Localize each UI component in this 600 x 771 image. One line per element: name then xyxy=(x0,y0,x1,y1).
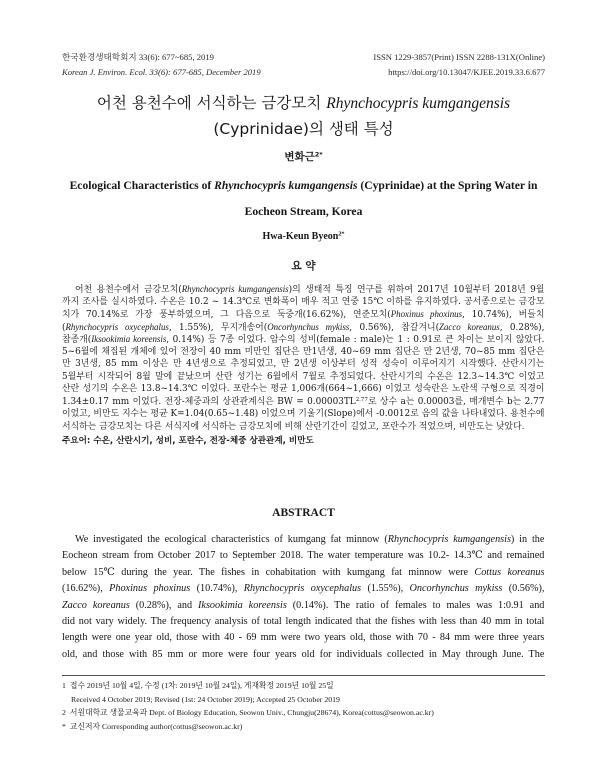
line-text xyxy=(62,614,544,630)
korean-abstract-line xyxy=(62,383,545,396)
italic-text: Iksookimia koreensis xyxy=(198,599,287,611)
text-run: (16.62%), xyxy=(62,583,110,595)
keywords-line xyxy=(62,435,545,448)
text-run: (0.56%), xyxy=(502,583,545,595)
text-run: did not vary widely. The frequency analysis of total length indicated that the fishes with less than 40 mm in total xyxy=(62,615,545,627)
text-run: 치가 70.14%로 가장 풍부하였으며, 그 다음으로 둑중개(16.62%), 연준모치( xyxy=(62,310,391,320)
line-text xyxy=(245,199,363,225)
english-abstract-line xyxy=(62,630,545,646)
line-text xyxy=(62,333,544,346)
text-run: 5월부터 시작되어 8월 말에 끝났으며 산란 성기는 6월에서 7월로 추정되었다. 산란시기의 수온은 12.3~14.3℃ 이었고 xyxy=(62,371,545,382)
line-text xyxy=(97,90,510,116)
footnote-dates-english xyxy=(71,693,545,707)
italic-text: Rhynchocypris kumgangensis xyxy=(387,534,511,545)
english-abstract-line xyxy=(62,614,545,630)
korean-title-line xyxy=(62,90,545,116)
text-run: Eocheon stream from October 2017 to September 2018. The water temperature was 10.2- 14.3℃ and remained xyxy=(62,550,545,562)
text-run: 5~6월에 채집된 개체에 있어 전장이 40 mm 미만인 집단은 만1년생, 40~69 mm 집단은 만 2년생, 70~85 mm 집단은 xyxy=(62,346,545,357)
author-english xyxy=(62,230,545,244)
issn: ISSN 1229-3857(Print) ISSN 2288-131X(Online) xyxy=(373,52,545,62)
line-text xyxy=(213,116,393,142)
footnote-mark: * xyxy=(62,721,66,731)
italic-text: Zacco koreanus xyxy=(62,599,130,611)
line-text xyxy=(62,720,242,734)
italic-text: Rhynchocypris kumgangensis xyxy=(326,95,511,112)
footnote-text: 서원대학교 생물교육과 Dept. of Biology Education, Seowon Univ., Chungju(28674), Korea(cottus@seowon.ac.kr) xyxy=(69,708,434,717)
italic-text: Rhynchocypris oxycephalus xyxy=(65,321,169,332)
line-text xyxy=(62,565,544,581)
text-run: (Cyprinidae)의 생태 특성 xyxy=(213,120,394,138)
text-run: 어천 용천수에서 금강모치( xyxy=(75,285,182,295)
text-run: We investigated the ecological characteristics of kumgang fat minnow ( xyxy=(75,534,388,545)
italic-text: Iksookimia koreensis xyxy=(91,334,167,344)
author-name xyxy=(284,149,322,165)
text-run: 1.34±0.17 mm 이었다. 전장-체중과의 상관관계식은 BW = 0.00003TL xyxy=(62,396,356,407)
line-text xyxy=(62,421,524,434)
line-text xyxy=(62,647,544,663)
english-title-line xyxy=(62,173,545,199)
line-text xyxy=(62,581,544,597)
text-run: ) in the xyxy=(510,534,545,545)
keywords xyxy=(62,435,545,448)
english-abstract-line xyxy=(75,532,545,548)
text-run: 참종개( xyxy=(62,335,92,345)
doi-link[interactable]: https://doi.org/10.13047/KJEE.2019.33.6.677 xyxy=(388,67,545,77)
english-abstract-heading xyxy=(62,506,545,520)
author-name xyxy=(262,230,344,244)
text-run: 서식하는 금강모치는 다른 서식지에 서식하는 금강모치에 비해 산란기간이 길었고, 포란수가 적었으며, 비만도는 낮았다. xyxy=(62,421,525,432)
heading-text: 요 약 xyxy=(291,260,316,272)
korean-title xyxy=(62,90,545,142)
korean-abstract-line xyxy=(75,283,545,296)
text-run: , 0.56%), 참갈겨니( xyxy=(349,322,440,333)
text-run: (0.14%). The ratio of females to males was 1:0.91 and xyxy=(286,599,545,611)
line-text xyxy=(62,371,544,384)
footnote-dates-korean xyxy=(62,679,545,693)
korean-abstract-line xyxy=(62,421,545,434)
heading-text: ABSTRACT xyxy=(272,507,335,519)
text-run: (0.28%), and xyxy=(129,599,199,611)
text-run: (1.55%), xyxy=(361,583,410,595)
korean-abstract-heading xyxy=(62,259,545,273)
text-run: , 0.14%) 등 7종 이었다. 암수의 성비(female : male)는 1 : 0.91로 큰 차이는 보이지 않았다. xyxy=(166,335,545,345)
text-run: 만 3년생, 85 mm 이상은 만 4년생으로 추정되었고, 만 2년생 이상부터 성적 성숙이 이루어지기 시작했다. 산란시기는 xyxy=(62,359,545,369)
footnote-affiliation xyxy=(62,706,545,720)
text-run: , 0.28%), xyxy=(499,322,545,333)
author-line xyxy=(62,230,545,244)
english-abstract-line xyxy=(62,598,545,614)
korean-abstract-line xyxy=(62,296,545,309)
line-text xyxy=(62,383,544,396)
section-heading xyxy=(62,506,545,520)
line-text xyxy=(62,396,544,409)
english-title-line xyxy=(62,199,545,225)
line-text xyxy=(62,408,544,421)
english-title xyxy=(62,173,545,225)
line-text xyxy=(71,693,340,707)
footnotes xyxy=(62,679,545,733)
line-text xyxy=(70,173,538,199)
line-text xyxy=(62,296,544,309)
korean-abstract-line xyxy=(62,396,545,409)
italic-text: Rhynchocypris oxycephalus xyxy=(243,583,362,595)
text-run: Eocheon Stream, Korea xyxy=(244,205,363,218)
issn-doi-header xyxy=(62,50,545,80)
text-run: old, and those with 85 mm or more were four years old for individuals collected in May through June. The xyxy=(62,648,545,660)
author-line xyxy=(62,149,545,165)
english-abstract-line xyxy=(62,581,545,597)
english-abstract-line xyxy=(62,565,545,581)
korean-abstract-line xyxy=(62,321,545,334)
superscript: 2.77 xyxy=(355,396,368,403)
footnote-text: 접수 2019년 10월 4일, 수정 (1차: 2019년 10월 24일), 게재확정 2019년 10월 25일 xyxy=(69,681,334,690)
journal-citation-korean: 한국환경생태학회지 33(6): 677~685, 2019 xyxy=(62,52,214,62)
text-run: , 1.55%), 무지개송어( xyxy=(168,322,268,333)
text-run: )의 생태적 특징 연구를 위하여 2017년 10월부터 2018년 9월 xyxy=(288,285,545,295)
text-run: Ecological Characteristics of xyxy=(69,179,215,192)
korean-abstract-line xyxy=(62,371,545,384)
korean-abstract-line xyxy=(62,408,545,421)
english-abstract-body xyxy=(62,532,545,663)
line-text xyxy=(62,548,544,564)
line-text xyxy=(62,308,544,321)
text-run: Hwa-Keun Byeon xyxy=(262,231,339,242)
english-abstract-line xyxy=(62,647,545,663)
korean-abstract-line xyxy=(62,308,545,321)
footnote-mark: 2 xyxy=(62,708,66,717)
footnote-mark: 1 xyxy=(62,681,66,690)
line-text xyxy=(62,630,544,646)
line-text xyxy=(62,679,334,693)
superscript: 2* xyxy=(338,230,345,238)
text-run: 변화근 xyxy=(284,151,315,163)
footnote-divider xyxy=(62,675,545,676)
line-text xyxy=(62,346,544,359)
italic-text: Rhynchocypris kumgangensis xyxy=(181,284,289,294)
line-text xyxy=(62,598,544,614)
italic-text: Cottus koreanus xyxy=(474,566,545,578)
superscript: 2* xyxy=(314,150,323,159)
keywords-text: 주요어: 수온, 산란시기, 성비, 포란수, 전장-체중 상관관계, 비만도 xyxy=(62,435,314,446)
text-run: length were one year old, those with 40 - 69 mm were two years old, those with 70 - 84 mm were three years xyxy=(62,632,545,644)
english-abstract-line xyxy=(62,548,545,564)
italic-text: Oncorhynchus mykiss xyxy=(267,321,350,332)
italic-text: Phoxinus phoxinus xyxy=(390,309,463,319)
section-heading xyxy=(62,259,545,273)
text-run: ( xyxy=(62,322,66,333)
journal-citation-english: Korean J. Environ. Ecol. 33(6): 677-685, December 2019 xyxy=(62,67,261,77)
text-run: 어천 용천수에 서식하는 금강모치 xyxy=(96,94,327,112)
text-run: 이었고, 비만도 지수는 평균 K=1.04(0.65~1.48) 이었으며 기울기(Slope)에서 -0.0012로 음의 값을 나타내었다. 용천수에 xyxy=(62,409,545,419)
author-korean xyxy=(62,149,545,165)
line-text xyxy=(75,532,544,548)
footnote-corresponding-author xyxy=(62,720,545,734)
footnote-text: Received 4 October 2019; Revised (1st: 24 October 2019); Accepted 25 October 2019 xyxy=(71,694,340,704)
text-run: , 10.74%), 버들치 xyxy=(462,310,545,320)
korean-title-line xyxy=(62,116,545,142)
korean-abstract-body xyxy=(62,283,545,433)
korean-abstract-line xyxy=(62,358,545,371)
korean-abstract-line xyxy=(62,333,545,346)
text-run: 산란 성기의 수온은 13.8~14.3℃ 이었다. 포란수는 평균 1,006개(664~1,666) 이었고 성숙란은 노란색 구형으로 직경이 xyxy=(62,384,545,394)
text-run: (Cyprinidae) at the Spring Water in xyxy=(357,179,538,192)
text-run: 로 상수 a는 0.00003를, 매개변수 b는 2.77 xyxy=(367,396,545,407)
italic-text: Oncorhynchus mykiss xyxy=(409,583,503,595)
text-run: 까지 조사를 실시하였다. 수온은 10.2 ~ 14.3℃로 변화폭이 매우 적고 연중 15℃ 이하를 유지하였다. 공서종으로는 금강모 xyxy=(62,296,545,307)
italic-text: Zacco koreanus xyxy=(439,321,500,332)
line-text xyxy=(62,706,434,720)
korean-abstract-line xyxy=(62,346,545,359)
footnote-text: 교신저자 Corresponding author(cottus@seowon.ac.kr) xyxy=(69,721,243,731)
line-text xyxy=(62,321,544,334)
text-run: (10.74%), xyxy=(190,583,244,595)
line-text xyxy=(75,283,544,296)
line-text xyxy=(62,358,544,371)
italic-text: Phoxinus phoxinus xyxy=(109,583,191,595)
italic-text: Rhynchocypris kumgangensis xyxy=(214,179,358,192)
text-run: below 15℃ during the year. The fishes in cohabitation with kumgang fat minnow were xyxy=(62,566,475,578)
